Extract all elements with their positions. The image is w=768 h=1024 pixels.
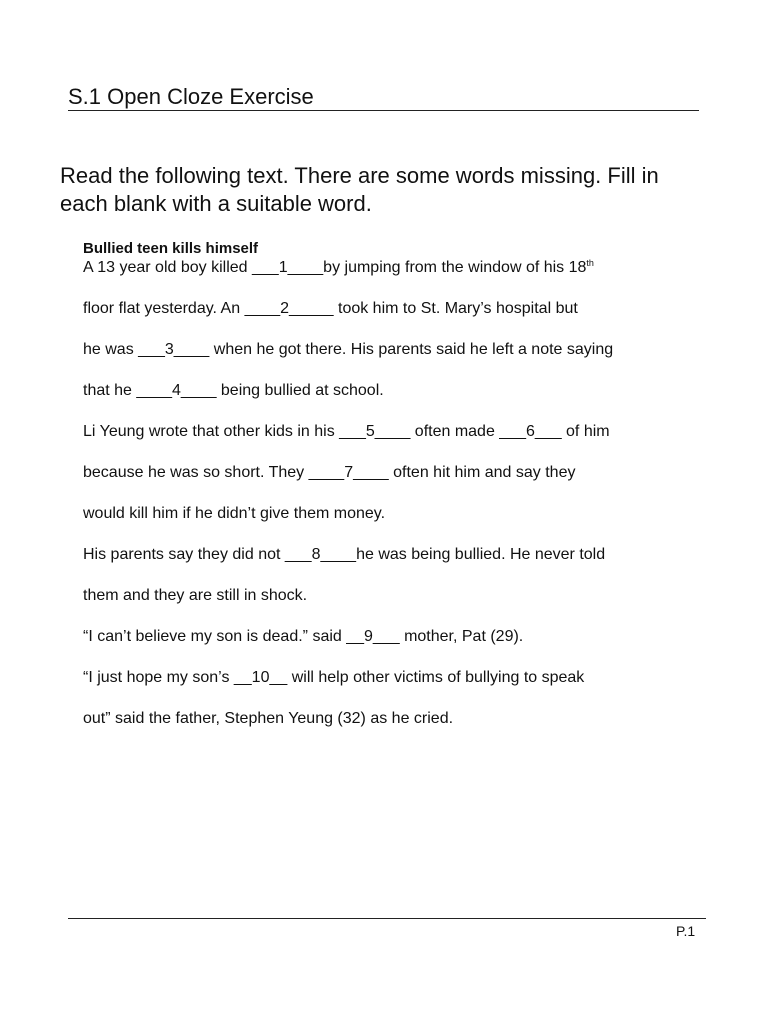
passage-line: “I can’t believe my son is dead.” said __9___ mother, Pat (29).	[83, 628, 524, 645]
passage-line: Li Yeung wrote that other kids in his ___5____ often made ___6___ of him	[83, 423, 610, 440]
passage-line-text: A 13 year old boy killed ___1____by jumping from the window of his 18	[83, 259, 587, 276]
passage-line: them and they are still in shock.	[83, 587, 308, 604]
passage-line: that he ____4____ being bullied at school.	[83, 382, 384, 399]
passage-line: would kill him if he didn’t give them money.	[83, 505, 386, 522]
passage-line: floor flat yesterday. An ____2_____ took him to St. Mary’s hospital but	[83, 300, 578, 317]
passage-line	[83, 258, 677, 277]
passage	[83, 240, 677, 728]
header-divider	[68, 110, 699, 111]
passage-line: because he was so short. They ____7____ often hit him and say they	[83, 464, 576, 481]
page-title: S.1 Open Cloze Exercise	[68, 84, 314, 109]
passage-line: he was ___3____ when he got there. His parents said he left a note saying	[83, 341, 614, 358]
passage-line: out” said the father, Stephen Yeung (32) as he cried.	[83, 710, 454, 727]
instructions-text: Read the following text. There are some words missing. Fill in each blank with a suitable word.	[60, 163, 659, 216]
passage-line: “I just hope my son’s __10__ will help other victims of bullying to speak	[83, 669, 585, 686]
page-number: P.1	[676, 923, 696, 939]
ordinal-suffix: th	[586, 258, 594, 268]
footer-divider	[68, 918, 706, 919]
passage-line: His parents say they did not ___8____he was being bullied. He never told	[83, 546, 606, 563]
passage-title: Bullied teen kills himself	[83, 240, 259, 257]
